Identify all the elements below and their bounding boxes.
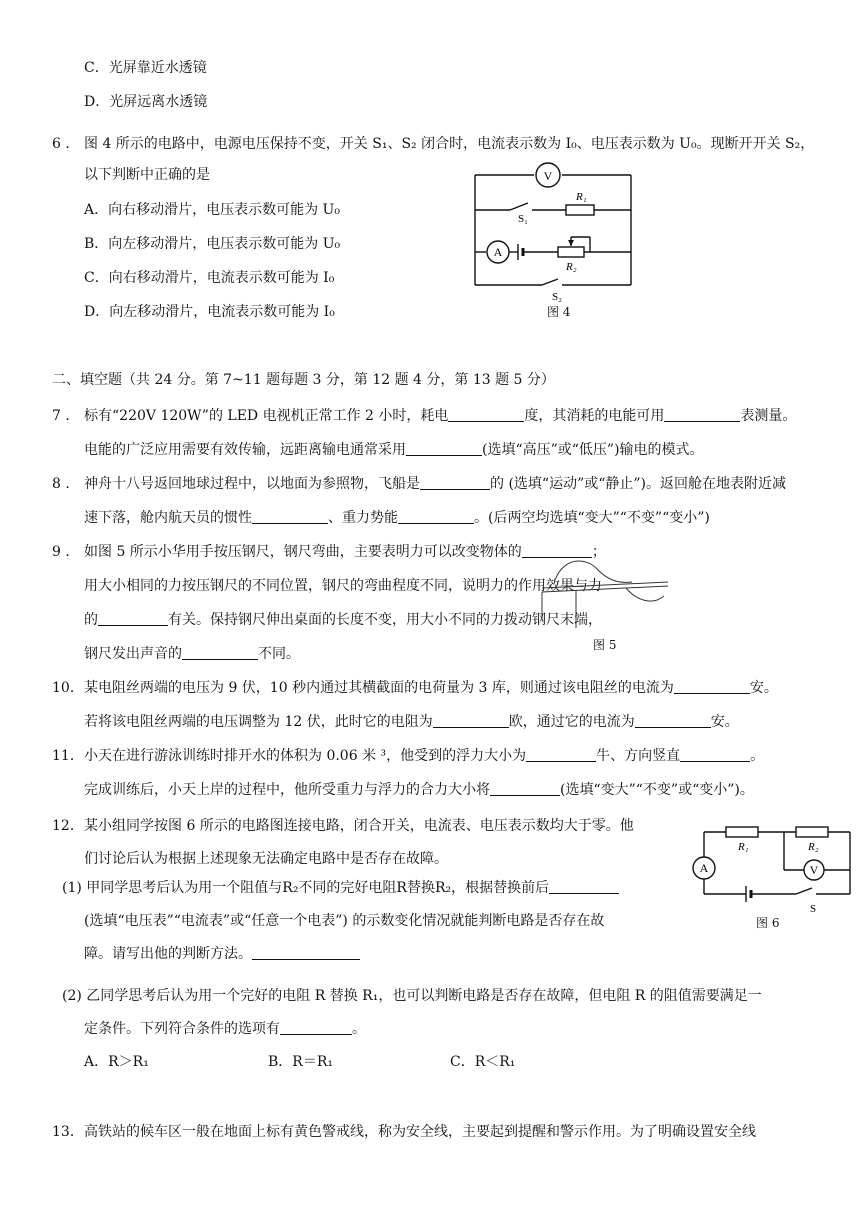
q6-stem-line2: 以下判断中正确的是 [84, 167, 210, 183]
q7-blank-3[interactable] [406, 441, 482, 456]
q7-blank-1[interactable] [448, 407, 524, 422]
q11-line1: 小天在进行游泳训练时排开水的体积为 0.06 米 ³，他受到的浮力大小为 牛、方向竖直 。 [84, 748, 765, 764]
q10-blank-1[interactable] [674, 679, 750, 694]
fig4-ammeter-label: A [493, 245, 503, 259]
q10-line2: 若将该电阻丝两端的电压调整为 12 伏，此时它的电阻为 欧，通过它的电流为 安。 [84, 714, 739, 730]
q11-blank-3[interactable] [490, 781, 560, 796]
q12-part2-line1: (2) 乙同学思考后认为用一个完好的电阻 R 替换 R₁，也可以判断电路是否存在故障，但电阻 R 的阻值需要满足一 [62, 988, 762, 1004]
q11-number: 11． [52, 748, 84, 764]
figure-5-sketch [536, 548, 676, 630]
section-2-heading: 二、填空题（共 24 分。第 7~11 题每题 3 分，第 12 题 4 分，第 13 题 5 分） [52, 372, 555, 388]
q12-line2: 们讨论后认为根据上述现象无法确定电路中是否存在故障。 [84, 851, 448, 867]
fig6-switch-label: S [810, 903, 817, 915]
q12-part2-line2: 定条件。下列符合条件的选项有 。 [84, 1021, 366, 1037]
fig4-s1-label: S₁ [518, 213, 528, 225]
q9-line4: 钢尺发出声音的 不同。 [84, 646, 300, 662]
q7-number: 7 ． [52, 408, 80, 424]
q13-line1: 高铁站的候车区一般在地面上标有黄色警戒线，称为安全线，主要起到提醒和警示作用。为了明确设置安全线 [84, 1124, 756, 1140]
q12-option-b: B．R＝R₁ [268, 1054, 333, 1070]
q9-line3: 的 有关。保持钢尺伸出桌面的长度不变，用大小不同的力拨动钢尺末端， [84, 612, 602, 628]
q6-option-c: C．向右移动滑片，电流表示数可能为 I₀ [84, 270, 335, 286]
q12-blank-1[interactable] [549, 879, 619, 894]
figure-4-circuit [470, 160, 640, 320]
q7-line2: 电能的广泛应用需要有效传输，远距离输电通常采用 (选填“高压”或“低压”)输电的模式。 [84, 442, 704, 458]
q12-blank-2[interactable] [280, 1020, 352, 1035]
q13-number: 13． [52, 1124, 84, 1140]
q12-option-a: A．R＞R₁ [84, 1054, 149, 1070]
q8-number: 8 ． [52, 476, 80, 492]
q10-blank-3[interactable] [635, 713, 711, 728]
fig4-r2-label: R₂ [566, 261, 577, 273]
fig6-ammeter-label: A [699, 861, 709, 875]
q12-option-c: C．R＜R₁ [450, 1054, 516, 1070]
q8-blank-3[interactable] [398, 509, 474, 524]
q6-number: 6 ． [52, 136, 80, 152]
q6-option-a: A．向右移动滑片，电压表示数可能为 U₀ [84, 202, 340, 218]
q12-answer-line[interactable] [252, 945, 360, 960]
fig4-s2-label: S₂ [552, 291, 562, 303]
q12-part1-line1: (1) 甲同学思考后认为用一个阻值与R₂不同的完好电阻R替换R₂，根据替换前后 [62, 878, 619, 898]
q9-blank-2[interactable] [98, 611, 168, 626]
q10-blank-2[interactable] [433, 713, 509, 728]
q9-line1: 如图 5 所示小华用手按压钢尺，钢尺弯曲，主要表明力可以改变物体的 ； [84, 544, 606, 560]
fig4-voltmeter-label: V [543, 169, 553, 183]
q9-number: 9 ． [52, 544, 80, 560]
fig6-caption: 图 6 [756, 916, 780, 930]
q8-blank-1[interactable] [420, 475, 490, 490]
fig6-voltmeter-label: V [809, 863, 819, 877]
q6-option-b: B．向左移动滑片，电压表示数可能为 U₀ [84, 236, 341, 252]
q12-part1-line2: (选填“电压表”“电流表”或“任意一个电表”) 的示数变化情况就能判断电路是否存在故 [84, 913, 605, 929]
q8-line2: 速下落，舱内航天员的惯性 、重力势能 。(后两空均选填“变大”“不变”“变小”) [84, 510, 710, 526]
q11-blank-1[interactable] [526, 747, 596, 762]
q10-number: 10． [52, 680, 84, 696]
q11-blank-2[interactable] [680, 747, 750, 762]
fig6-r2-label: R₂ [808, 841, 819, 853]
q12-number: 12． [52, 818, 84, 834]
q10-line1: 某电阻丝两端的电压为 9 伏，10 秒内通过其横截面的电荷量为 3 库，则通过该电阻丝的电流为 安。 [84, 680, 778, 696]
q9-blank-3[interactable] [182, 645, 258, 660]
fig4-caption: 图 4 [547, 305, 571, 319]
q5-option-c: C．光屏靠近水透镜 [84, 60, 207, 76]
q6-option-d: D．向左移动滑片，电流表示数可能为 I₀ [84, 304, 335, 320]
q7-line1: 标有“220V 120W”的 LED 电视机正常工作 2 小时，耗电 度，其消耗的电能可用 表测量。 [84, 408, 797, 424]
q9-line2: 用大小相同的力按压钢尺的不同位置，钢尺的弯曲程度不同，说明力的作用效果与力 [84, 578, 602, 594]
figure-6-circuit [688, 820, 858, 916]
fig5-caption: 图 5 [593, 638, 617, 652]
fig4-r1-label: R₁ [576, 191, 587, 203]
fig6-r1-label: R₁ [738, 841, 749, 853]
q8-blank-2[interactable] [252, 509, 328, 524]
q6-stem-line1: 图 4 所示的电路中，电源电压保持不变，开关 S₁、S₂ 闭合时，电流表示数为 I₀、电压表示数为 U₀。现断开开关 S₂， [84, 136, 815, 152]
q12-part1-line3: 障。请写出他的判断方法。 [84, 944, 360, 964]
q11-line2: 完成训练后，小天上岸的过程中，他所受重力与浮力的合力大小将 (选填“变大”“不变”或“变小”)。 [84, 782, 754, 798]
q8-line1: 神舟十八号返回地球过程中，以地面为参照物，飞船是 的 (选填“运动”或“静止”)。返回舱在地表附近减 [84, 476, 787, 492]
q12-line1: 某小组同学按图 6 所示的电路图连接电路，闭合开关，电流表、电压表示数均大于零。他 [84, 818, 634, 834]
q7-blank-2[interactable] [664, 407, 740, 422]
q5-option-d: D．光屏远离水透镜 [84, 94, 208, 110]
